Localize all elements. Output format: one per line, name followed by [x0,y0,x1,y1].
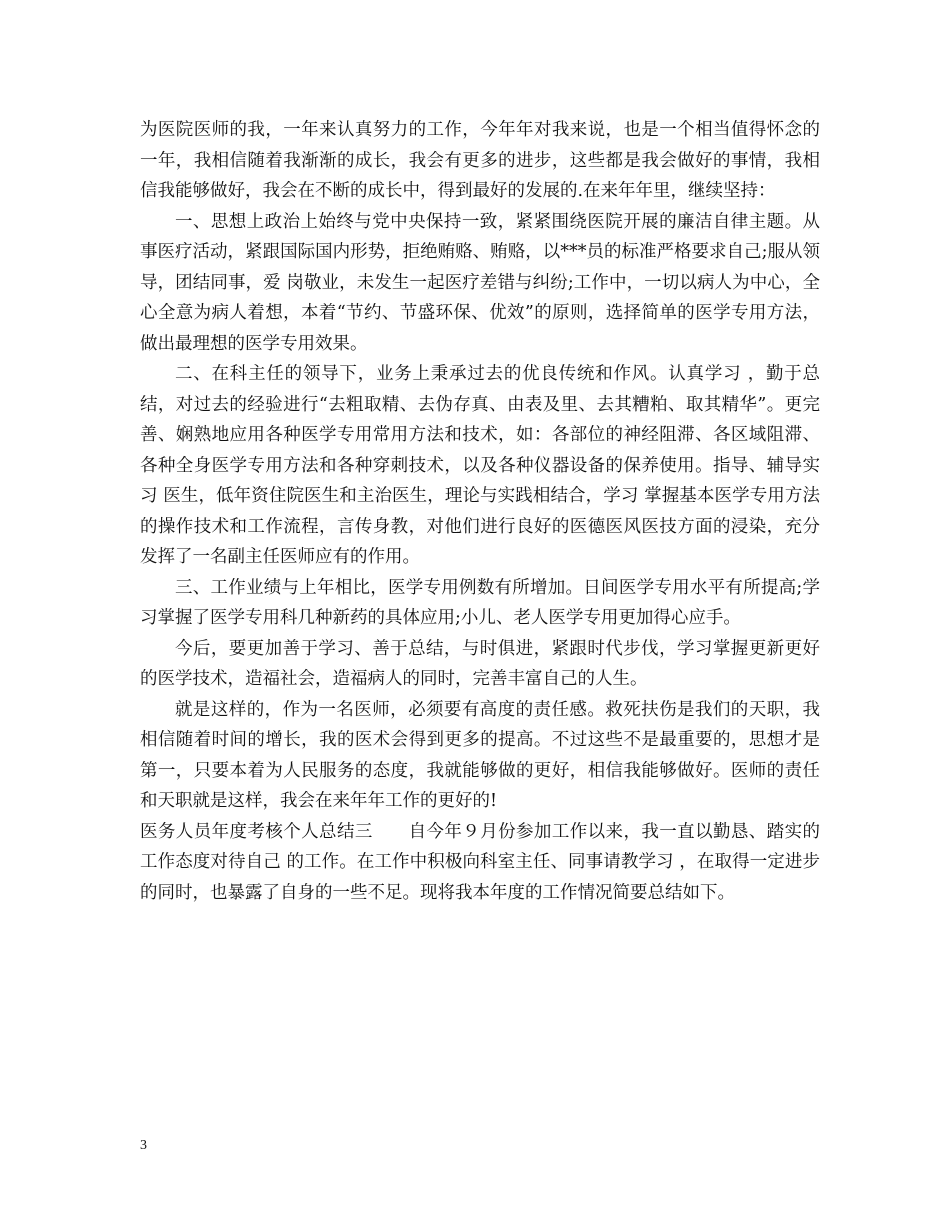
paragraph-responsibility: 就是这样的，作为一名医师，必须要有高度的责任感。救死扶伤是我们的天职，我相信随着时间的增长，我的医术会得到更多的提高。不过这些不是最重要的，思想才是第一，只要本着为人民服务的态度，我就能够做的更好，相信我能够做好。医师的责任和天职就是这样，我会在来年年工作的更好的! [140,699,820,811]
page-number: 3 [140,1138,147,1153]
paragraph-intro: 为医院医师的我，一年来认真努力的工作，今年年对我来说，也是一个相当值得怀念的一年，我相信随着我渐渐的成长，我会有更多的进步，这些都是我会做好的事情，我相信我能够做好，我会在不断的成长中，得到最好的发展的.在来年年里，继续坚持： [140,120,820,201]
paragraph-future: 今后，要更加善于学习、善于总结，与时俱进，紧跟时代步伐，学习掌握更新更好的医学技术，造福社会，造福病人的同时，完善丰富自己的人生。 [140,638,820,689]
paragraph-point-two: 二、在科主任的领导下，业务上秉承过去的优良传统和作风。认真学习 ，勤于总结，对过去的经验进行“去粗取精、去伪存真、由表及里、去其糟粕、取其精华”。更完善、娴熟地应用各种医学专用常用方法和技术，如：各部位的神经阻滞、各区域阻滞、各种全身医学专用方法和各种穿刺技术，以及各种仪器设备的保养使用。指导、辅导实习 医生，低年资住院医生和主治医生，理论与实践相结合，学习 掌握基本医学专用方法的操作技术和工作流程，言传身教，对他们进行良好的医德医风医技方面的浸染，充分发挥了一名副主任医师应有的作用。 [140,364,820,567]
document-body [140,115,820,908]
paragraph-point-three: 三、工作业绩与上年相比，医学专用例数有所增加。日间医学专用水平有所提高;学习掌握了医学专用科几种新药的具体应用;小儿、老人医学专用更加得心应手。 [140,577,820,628]
paragraph-summary-three: 医务人员年度考核个人总结三 自今年９月份参加工作以来，我一直以勤恳、踏实的工作态度对待自己 的工作。在工作中积极向科室主任、同事请教学习 ，在取得一定进步的同时，也暴露了自身的一些不足。现将我本年度的工作情况简要总结如下。 [140,821,820,903]
paragraph-point-one: 一、思想上政治上始终与党中央保持一致，紧紧围绕医院开展的廉洁自律主题。从事医疗活动，紧跟国际国内形势，拒绝贿赂、贿赂，以***员的标准严格要求自己;服从领导，团结同事，爱 岗敬业，未发生一起医疗差错与纠纷;工作中，一切以病人为中心，全心全意为病人着想，本着“节约、节盛环保、优效”的原则，选择简单的医学专用方法，做出最理想的医学专用效果。 [140,211,820,354]
